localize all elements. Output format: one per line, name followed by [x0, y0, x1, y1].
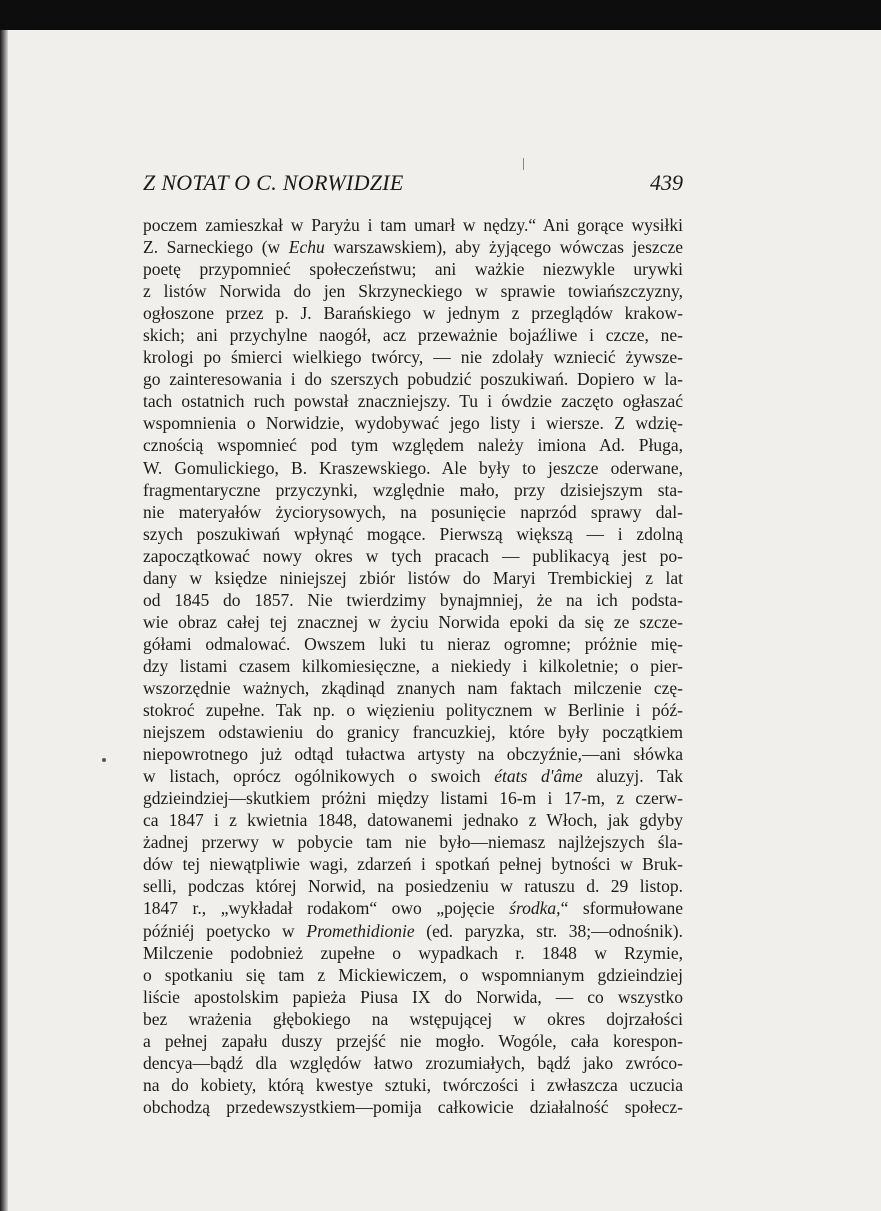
italic-text: Echu — [288, 237, 325, 258]
text-line — [143, 346, 683, 368]
text-segment: ogłoszone przez p. J. Barańskiego w jednym z przeglądów krakow- — [143, 303, 683, 324]
text-segment: W. Gomulickiego, B. Kraszewskiego. Ale były to jeszcze oderwane, — [143, 457, 683, 478]
text-segment: 1847 r., „wykładał rodakom“ owo „pojęcie — [143, 898, 510, 919]
text-segment: późniéj poetycko w — [143, 920, 307, 941]
text-segment: wie obraz całej tej znacznej w życiu Norwida epoki da się ze szcze- — [143, 611, 683, 632]
text-line — [143, 479, 683, 501]
text-line — [143, 302, 683, 324]
text-segment: krologi po śmierci wielkiego twórcy, — nie zdolały wzniecić żywsze- — [143, 347, 683, 368]
text-line — [143, 831, 683, 853]
text-segment: cznością wspomnieć pod tym względem należy imiona Ad. Pługa, — [143, 435, 683, 456]
scan-top-border — [0, 0, 881, 30]
text-segment: w listach, oprócz ogólnikowych o swoich — [143, 766, 495, 787]
page-number: 439 — [650, 170, 683, 195]
text-line — [143, 412, 683, 434]
text-line — [143, 897, 683, 919]
text-line — [143, 523, 683, 545]
text-line — [143, 589, 683, 611]
text-line — [143, 236, 683, 258]
text-line — [143, 501, 683, 523]
text-segment: Z. Sarneckiego (w — [143, 237, 289, 258]
text-segment: poczem zamieszkał w Paryżu i tam umarł w nędzy.“ Ani gorące wysiłki — [143, 215, 683, 235]
text-segment: a pełnej zapału duszy przejść nie mogło. Wogóle, cała korespon- — [143, 1030, 683, 1051]
text-segment: dzy listami czasem kilkomiesięczne, a niekiedy i kilkoletnie; o pier- — [143, 655, 683, 676]
text-line — [143, 743, 683, 765]
text-line — [143, 677, 683, 699]
text-line — [143, 699, 683, 721]
italic-text: Promethidionie — [306, 920, 415, 941]
text-line — [143, 655, 683, 677]
text-segment: fragmentaryczne przyczynki, względnie mało, przy dzisiejszym sta- — [143, 479, 683, 500]
text-segment: liście apostolskim papieża Piusa IX do Norwida, — co wszystko — [143, 986, 683, 1007]
running-head — [143, 170, 683, 206]
text-segment: warszawskiem), aby żyjącego wówczas jeszcze — [324, 237, 683, 258]
text-segment: bez wrażenia głębokiego na wstępującej w okres dojrzałości — [143, 1008, 683, 1029]
text-segment: skich; ani przychylne naogół, acz przeważnie bojaźliwe i czcze, ne- — [143, 325, 683, 346]
text-line — [143, 633, 683, 655]
body-text — [143, 214, 683, 1118]
text-segment: aluzyj. Tak — [582, 766, 683, 787]
text-segment: na do kobiety, którą kwestye sztuki, twórczości i zwłaszcza uczucia — [143, 1074, 683, 1095]
text-line — [143, 611, 683, 633]
text-segment: tach ostatnich ruch powstał znaczniejszy. Tu i ówdzie zaczęto ogłaszać — [143, 391, 683, 412]
text-line — [143, 920, 683, 942]
text-segment: go zainteresowania i do szerszych pobudzić poszukiwań. Dopiero w la- — [143, 369, 683, 390]
text-segment: o spotkaniu się tam z Mickiewiczem, o wspomnianym gdzieindziej — [143, 964, 683, 985]
scan-left-edge — [0, 30, 8, 1211]
text-segment: z listów Norwida do jen Skrzyneckiego w sprawie towiańszczyzny, — [143, 281, 683, 302]
text-line — [143, 721, 683, 743]
italic-text: środka, — [509, 898, 561, 919]
text-line — [143, 324, 683, 346]
text-segment: selli, podczas której Norwid, na posiedzeniu w ratuszu d. 29 listop. — [143, 876, 683, 897]
text-line — [143, 280, 683, 302]
text-line — [143, 1008, 683, 1030]
text-segment: “ sformułowane — [560, 898, 683, 919]
text-segment: ca 1847 i z kwietnia 1848, datowanemi jednako z Włoch, jak gdyby — [143, 810, 683, 831]
text-line — [143, 986, 683, 1008]
text-segment: żadnej przerwy w pobycie tam nie było—niemasz najlżejszych śla- — [143, 832, 683, 853]
text-segment: Milczenie podobnież zupełne o wypadkach r. 1848 w Rzymie, — [143, 942, 683, 963]
text-segment: gdzieindziej—skutkiem próżni między listami 16-m i 17-m, z czerw- — [143, 788, 683, 809]
text-segment: dencya—bądź dla względów łatwo zrozumiałych, bądź jako zwróco- — [143, 1052, 683, 1073]
text-line — [143, 853, 683, 875]
text-segment: nie materyałów życiorysowych, na posunięcie naprzód sprawy dal- — [143, 501, 683, 522]
text-line — [143, 214, 683, 236]
text-line — [143, 765, 683, 787]
text-line — [143, 1030, 683, 1052]
text-line — [143, 567, 683, 589]
text-line — [143, 787, 683, 809]
text-line — [143, 258, 683, 280]
text-line — [143, 1096, 683, 1118]
text-segment: dany w księdze niniejszej zbiór listów do Maryi Trembickiej z lat — [143, 567, 683, 588]
text-segment: dów tej niewątpliwie wagi, zdarzeń i spotkań pełnej bytności w Bruk- — [143, 854, 683, 875]
text-line — [143, 809, 683, 831]
text-segment: (ed. paryzka, str. 38;—odnośnik). — [414, 920, 683, 941]
text-segment: szych poszukiwań wpłynąć mogące. Pierwszą większą — i zdolną — [143, 523, 683, 544]
text-line — [143, 434, 683, 456]
text-segment: od 1845 do 1857. Nie twierdzimy bynajmniej, że na ich podsta- — [143, 589, 683, 610]
text-line — [143, 1074, 683, 1096]
text-line — [143, 1052, 683, 1074]
ink-mark — [523, 158, 524, 170]
text-segment: wszorzędnie ważnych, zkądinąd znanych nam faktach milczenie czę- — [143, 677, 683, 698]
text-segment: gółami odmalować. Owszem luki tu nieraz ogromne; próżnie mię- — [143, 633, 683, 654]
text-line — [143, 875, 683, 897]
text-line — [143, 942, 683, 964]
text-line — [143, 457, 683, 479]
text-segment: niejszem odstawieniu do granicy francuzkiej, które były początkiem — [143, 722, 683, 743]
text-segment: obchodzą przedewszystkiem—pomija całkowicie działalność społecz- — [143, 1096, 683, 1117]
text-segment: niepowrotnego już odtąd tułactwa artysty na obczyźnie,—ani słówka — [143, 744, 683, 765]
text-segment: poetę przypomnieć społeczeństwu; ani ważkie niezwykle urywki — [143, 259, 683, 280]
text-line — [143, 368, 683, 390]
margin-speck — [102, 758, 106, 762]
text-line — [143, 964, 683, 986]
text-line — [143, 390, 683, 412]
text-segment: stokroć zupełne. Tak np. o więzieniu politycznem w Berlinie i póź- — [143, 700, 683, 721]
running-title: Z NOTAT O C. NORWIDZIE — [143, 170, 404, 195]
italic-text: états d'âme — [494, 766, 583, 787]
text-segment: wspomnienia o Norwidzie, wydobywać jego listy i wiersze. Z wdzię- — [143, 413, 683, 434]
text-segment: zapoczątkować nowy okres w tych pracach — publikacyą jest po- — [143, 545, 683, 566]
text-line — [143, 545, 683, 567]
